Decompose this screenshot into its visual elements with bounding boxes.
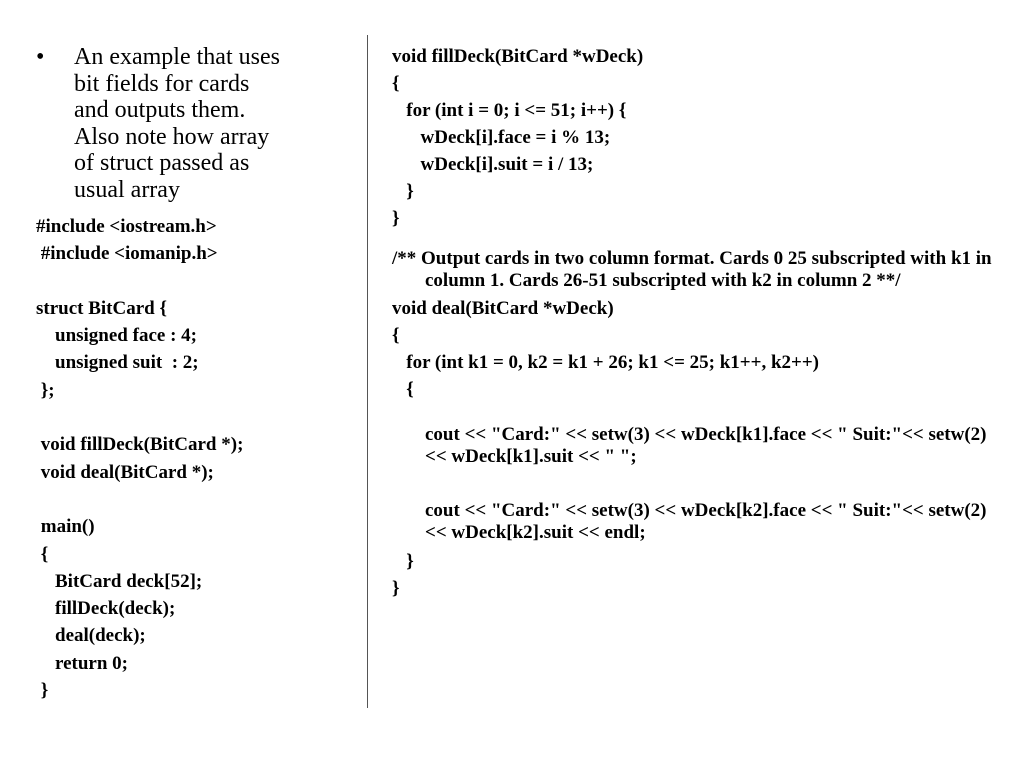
code-line: struct BitCard { <box>36 297 167 319</box>
code-line: void fillDeck(BitCard *); <box>36 434 244 456</box>
cout-statement-2 <box>392 500 992 544</box>
code-line: unsigned face : 4; <box>36 325 197 347</box>
code-line: #include <iostream.h> <box>36 216 217 237</box>
cout-statement-1 <box>392 424 992 468</box>
bullet-line: An example that uses <box>74 44 280 70</box>
right-column <box>392 43 992 602</box>
cout-line: cout << "Card:" << setw(3) << wDeck[k2].face << " Suit:"<< setw(2) << wDeck[k2].suit << endl; <box>425 500 987 543</box>
code-line: } <box>392 578 400 599</box>
bullet-line: Also note how array <box>74 123 270 150</box>
bullet-line: bit fields for cards <box>74 70 250 97</box>
code-line: wDeck[i].suit = i / 13; <box>392 154 594 175</box>
code-comment: /** Output cards in two column format. Cards 0 25 subscripted with k1 in column 1. Cards 26-51 subscripted with k2 in column 2 **/ <box>392 248 992 291</box>
code-line: void deal(BitCard *); <box>36 461 214 483</box>
code-line: deal(deck); <box>36 625 146 647</box>
code-line: { <box>392 73 400 94</box>
code-line: fillDeck(deck); <box>36 598 176 620</box>
code-line: #include <iomanip.h> <box>36 243 218 265</box>
cout-line: cout << "Card:" << setw(3) << wDeck[k1].face << " Suit:"<< setw(2) << wDeck[k1].suit << " "; <box>425 424 987 467</box>
code-line <box>36 268 356 295</box>
code-line: wDeck[i].face = i % 13; <box>392 127 611 148</box>
code-line: } <box>392 181 414 202</box>
bullet-icon: • <box>36 44 45 70</box>
bullet-text <box>36 44 356 203</box>
column-divider <box>367 35 368 708</box>
code-line: BitCard deck[52]; <box>36 570 203 592</box>
code-line: { <box>392 325 400 346</box>
code-line: } <box>392 551 414 572</box>
code-line: unsigned suit : 2; <box>36 352 199 374</box>
code-line: void deal(BitCard *wDeck) <box>392 298 614 319</box>
code-line: } <box>392 208 400 229</box>
left-code-block <box>36 213 356 704</box>
bullet-line: usual array <box>74 176 180 203</box>
deal-block <box>392 295 992 403</box>
code-line: for (int i = 0; i <= 51; i++) { <box>392 100 627 121</box>
code-line: main() <box>36 516 95 538</box>
code-line <box>36 486 356 513</box>
code-line: } <box>36 680 49 702</box>
code-line <box>36 404 356 431</box>
filldeck-block <box>392 43 992 232</box>
deal-tail <box>392 548 992 602</box>
bullet-line: and outputs them. <box>74 97 246 123</box>
code-line: { <box>392 379 414 400</box>
code-line: }; <box>36 379 55 401</box>
left-column <box>36 44 356 704</box>
bullet-line: of struct passed as <box>74 150 250 176</box>
code-line: return 0; <box>36 652 128 674</box>
code-line: for (int k1 = 0, k2 = k1 + 26; k1 <= 25; k1++, k2++) <box>392 352 819 373</box>
code-line: { <box>36 543 49 565</box>
bullet-item <box>36 44 356 203</box>
code-line: void fillDeck(BitCard *wDeck) <box>392 46 644 67</box>
